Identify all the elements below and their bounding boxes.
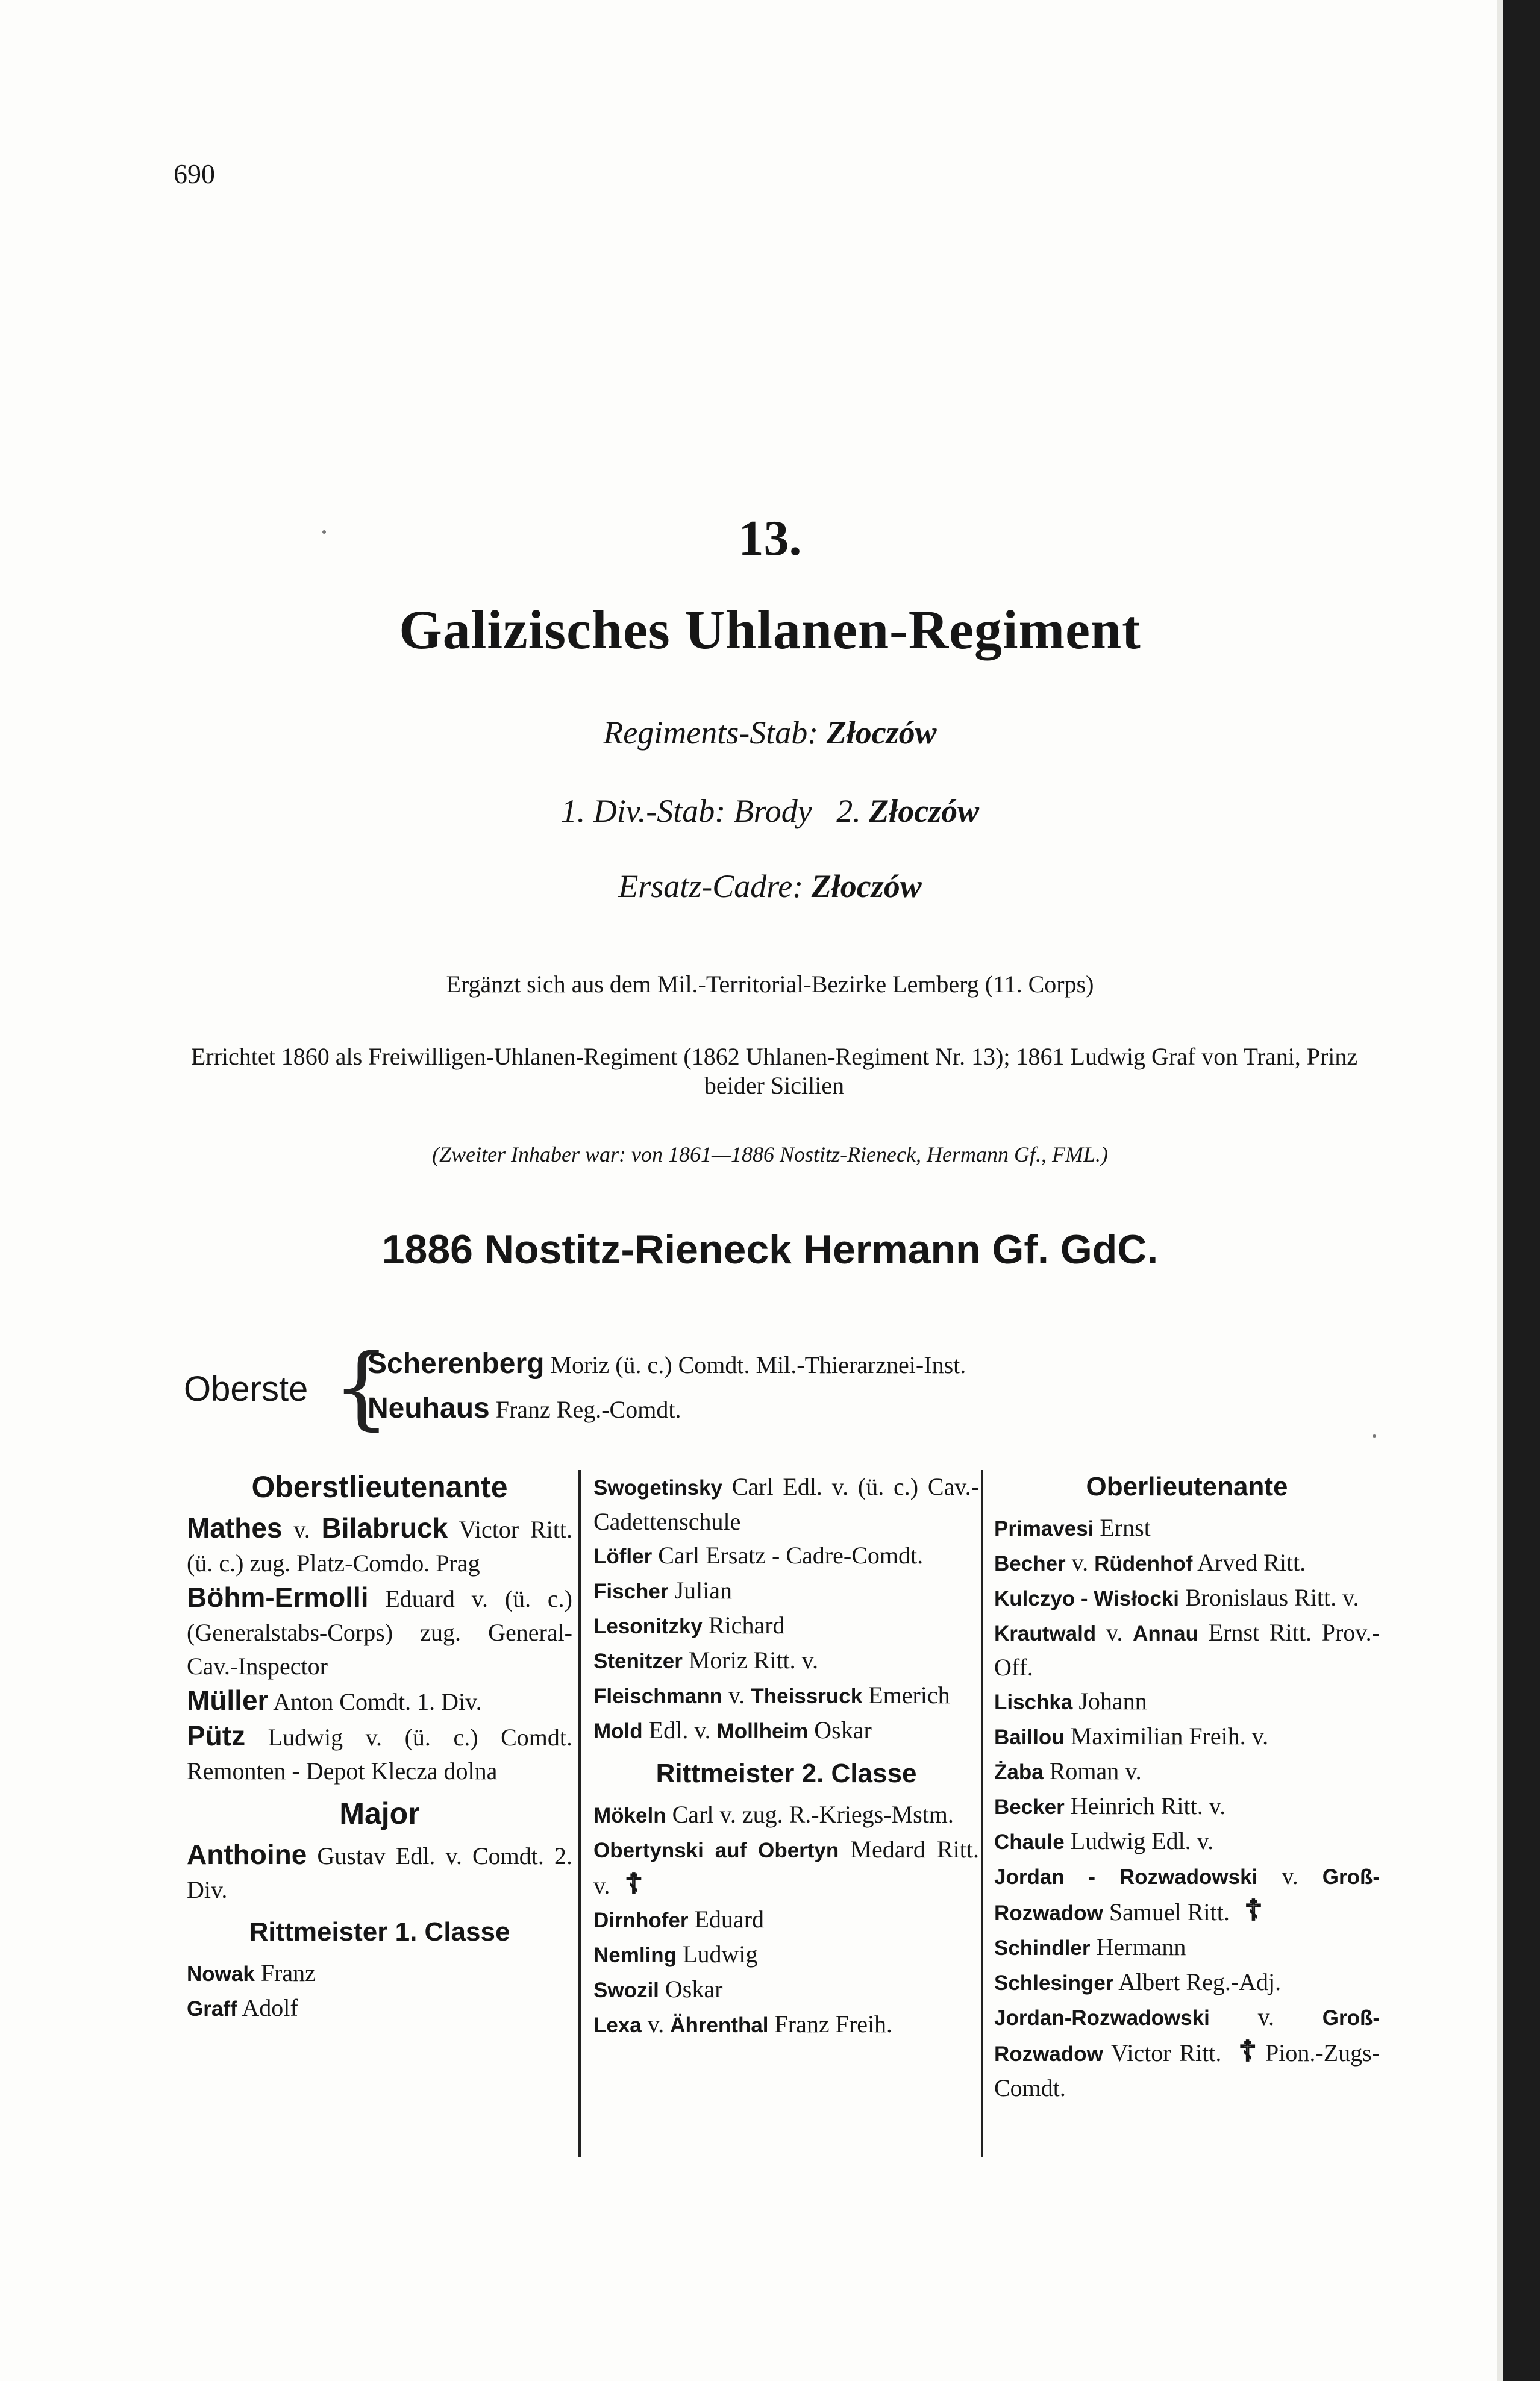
officer-name-2: Annau xyxy=(1133,1622,1198,1645)
officer-details: Franz xyxy=(260,1959,316,1986)
list-item xyxy=(187,1991,572,2026)
scan-speck xyxy=(1373,1434,1376,1438)
column-divider xyxy=(578,1470,581,2157)
officer-mid: v. xyxy=(1282,1862,1298,1889)
officer-name: Mold xyxy=(593,1719,643,1743)
list-item xyxy=(994,1859,1380,1930)
div-stab-label: 1. Div.-Stab: xyxy=(560,793,726,829)
column-1 xyxy=(187,1470,572,2026)
div-stab-2: Złoczów xyxy=(869,793,980,829)
officer-name: Jordan - Rozwadowski xyxy=(994,1865,1258,1889)
officer-name: Fischer xyxy=(593,1580,669,1603)
zweiter-inhaber: (Zweiter Inhaber war: von 1861—1886 Nostitz-Rieneck, Hermann Gf., FML.) xyxy=(432,1142,1108,1166)
div-stab-2-num: 2. xyxy=(836,793,861,829)
list-item xyxy=(593,1833,979,1903)
officer-details: Oskar xyxy=(665,1976,723,2003)
list-item xyxy=(593,1574,979,1609)
list-item xyxy=(994,1719,1380,1754)
officer-details: Medard Ritt. v. xyxy=(593,1836,979,1899)
list-item xyxy=(187,1683,572,1719)
officer-name: Obertynski auf Obertyn xyxy=(593,1839,839,1862)
officer-details: Oskar xyxy=(814,1716,872,1744)
officer-details: Roman v. xyxy=(1049,1757,1142,1785)
list-item xyxy=(593,1903,979,1938)
officer-name: Schlesinger xyxy=(994,1971,1114,1995)
list-item xyxy=(593,2007,979,2042)
officer-details: Julian xyxy=(674,1577,733,1604)
officer-name: Nemling xyxy=(593,1944,677,1967)
list-item xyxy=(994,1754,1380,1789)
stab-label: Regiments-Stab: xyxy=(603,715,819,751)
list-item xyxy=(994,2000,1380,2105)
officer-mid: v. xyxy=(1106,1619,1123,1646)
officer-details: Ludwig v. (ü. c.) Comdt. Remonten - Depot Klecza dolna xyxy=(187,1724,573,1785)
officer-details: Emerich xyxy=(868,1682,950,1709)
heading-rittmeister-1: Rittmeister 1. Classe xyxy=(249,1917,510,1947)
officer-name: Mathes xyxy=(187,1512,283,1544)
officer-name-2: Groß-Rozwadow xyxy=(994,2006,1380,2066)
list-item xyxy=(187,1956,572,1991)
officer-details: Ernst xyxy=(1100,1514,1151,1541)
officer-details: Gustav Edl. v. Comdt. 2. Div. xyxy=(187,1842,572,1903)
officer-details: Anton Comdt. 1. Div. xyxy=(273,1688,482,1715)
book-spine xyxy=(1503,0,1540,2381)
cross-icon: ☦ xyxy=(1244,1895,1263,1927)
officer-details: Ludwig xyxy=(683,1941,758,1968)
regiment-title: Galizisches Uhlanen-Regiment xyxy=(399,599,1141,660)
officer-details: Moriz Ritt. v. xyxy=(688,1647,818,1674)
list-item xyxy=(593,1938,979,1973)
officer-name: Lesonitzky xyxy=(593,1615,703,1638)
officer-name: Dirnhofer xyxy=(593,1909,689,1932)
list-item xyxy=(593,1609,979,1644)
list-item xyxy=(994,1616,1380,1685)
oberst-name: Neuhaus xyxy=(368,1392,490,1424)
officer-name: Baillou xyxy=(994,1726,1065,1749)
officer-name: Pütz xyxy=(187,1720,246,1751)
heading-oberlieutenante: Oberlieutenante xyxy=(1086,1472,1288,1501)
oberst-rest: Franz Reg.-Comdt. xyxy=(495,1396,681,1423)
officer-details: Ernst Ritt. Prov.-Off. xyxy=(994,1619,1380,1681)
officer-name-2: Rüdenhof xyxy=(1094,1552,1193,1575)
officer-details: Victor Ritt. xyxy=(1110,2039,1222,2067)
officer-details: Albert Reg.-Adj. xyxy=(1118,1968,1282,1995)
officer-name: Żaba xyxy=(994,1760,1044,1784)
heading-major: Major xyxy=(339,1797,420,1830)
officer-details: Arved Ritt. xyxy=(1197,1549,1306,1576)
oberste-label: Oberste xyxy=(184,1369,308,1409)
oberst-name: Scherenberg xyxy=(368,1348,545,1380)
officer-name: Böhm-Ermolli xyxy=(187,1582,369,1613)
column-3 xyxy=(994,1470,1380,2105)
list-item xyxy=(593,1679,979,1713)
list-item xyxy=(994,1511,1380,1546)
list-item xyxy=(994,1685,1380,1719)
officer-details: Carl Edl. v. (ü. c.) Cav.-Cadettenschule xyxy=(593,1473,979,1535)
div-stab-1: Brody xyxy=(733,793,812,829)
oberst-entry xyxy=(368,1347,966,1380)
officer-name: Becher xyxy=(994,1552,1066,1575)
officer-name: Primavesi xyxy=(994,1517,1094,1541)
officer-mid: v. xyxy=(293,1516,310,1543)
officer-name: Anthoine xyxy=(187,1839,307,1870)
list-item xyxy=(593,1713,979,1748)
ersatz-label: Ersatz-Cadre: xyxy=(618,868,804,904)
list-item xyxy=(994,1581,1380,1616)
list-item xyxy=(593,1973,979,2007)
officer-name: Chaule xyxy=(994,1830,1065,1854)
officer-mid: v. xyxy=(1071,1549,1089,1576)
officer-details: Adolf xyxy=(242,1994,298,2021)
ersatz-cadre xyxy=(0,868,1540,905)
officer-name: Stenitzer xyxy=(593,1650,683,1673)
officer-name: Schindler xyxy=(994,1936,1091,1960)
heading-oberstlieutenante: Oberstlieutenante xyxy=(251,1470,508,1504)
errichtet-text: Errichtet 1860 als Freiwilligen-Uhlanen-Regiment (1862 Uhlanen-Regiment Nr. 13); 1861 Ludwig Graf von Trani, Prinz beider Sicilien xyxy=(190,1043,1358,1099)
list-item xyxy=(994,1930,1380,1965)
officer-name: Graff xyxy=(187,1997,237,2021)
list-item xyxy=(593,1539,979,1574)
column-divider xyxy=(981,1470,983,2157)
officer-name: Mökeln xyxy=(593,1804,666,1827)
cross-icon: ☦ xyxy=(624,1868,643,1900)
officer-mid: v. xyxy=(647,2010,665,2038)
list-item xyxy=(593,1470,979,1539)
officer-name: Kulczyo - Wisłocki xyxy=(994,1587,1179,1610)
spine-edge xyxy=(1497,0,1503,2381)
officer-name: Fleischmann xyxy=(593,1685,722,1708)
officer-mid: v. xyxy=(1257,2003,1274,2030)
officer-name-2: Bilabruck xyxy=(321,1512,448,1544)
officer-mid: v. xyxy=(728,1682,745,1709)
regiment-number: 13. xyxy=(738,510,802,566)
erganzt-line: Ergänzt sich aus dem Mil.-Territorial-Bezirke Lemberg (11. Corps) xyxy=(446,971,1094,998)
officer-details: Victor Ritt. (ü. c.) zug. Platz-Comdo. Prag xyxy=(187,1516,572,1577)
division-stab xyxy=(0,792,1540,830)
page-number: 690 xyxy=(174,158,215,189)
officer-details: Eduard xyxy=(694,1906,765,1933)
column-2 xyxy=(593,1470,979,2042)
officer-details: Franz Freih. xyxy=(774,2010,893,2038)
list-item xyxy=(187,1511,572,1580)
officer-name: Lischka xyxy=(994,1691,1073,1714)
oberst-entry xyxy=(368,1392,681,1425)
officer-details: Samuel Ritt. xyxy=(1109,1898,1230,1926)
officer-details: Eduard v. (ü. c.) (Generalstabs-Corps) zug. General-Cav.-Inspector xyxy=(187,1585,572,1680)
officer-details: Hermann xyxy=(1096,1933,1186,1960)
list-item xyxy=(994,1824,1380,1859)
officer-name: Nowak xyxy=(187,1962,255,1986)
officer-name: Swozil xyxy=(593,1979,659,2002)
officer-details: Maximilian Freih. v. xyxy=(1070,1722,1269,1750)
oberst-rest: Moriz (ü. c.) Comdt. Mil.-Thierarznei-Inst. xyxy=(550,1351,966,1378)
list-item xyxy=(994,1789,1380,1824)
officer-name-2: Groß-Rozwadow xyxy=(994,1865,1380,1925)
oberste-brace: { xyxy=(333,1335,390,1440)
list-item xyxy=(187,1719,572,1788)
officer-name: Becker xyxy=(994,1795,1065,1819)
officer-details: Carl Ersatz - Cadre-Comdt. xyxy=(658,1542,924,1569)
list-item xyxy=(994,1546,1380,1581)
list-item xyxy=(187,1580,572,1683)
officer-name: Krautwald xyxy=(994,1622,1097,1645)
heading-rittmeister-2: Rittmeister 2. Classe xyxy=(656,1759,917,1788)
list-item xyxy=(187,1838,572,1907)
officer-details: Johann xyxy=(1078,1688,1147,1715)
stab-place: Złoczów xyxy=(826,715,937,751)
officer-name: Swogetinsky xyxy=(593,1476,722,1500)
officer-details: Carl v. zug. R.-Kriegs-Mstm. xyxy=(672,1801,954,1828)
list-item xyxy=(593,1644,979,1679)
cross-icon: ☦ xyxy=(1238,2036,1257,2068)
officer-name-2: Ährenthal xyxy=(670,2013,769,2037)
officer-name: Müller xyxy=(187,1685,269,1716)
inhaber-line: 1886 Nostitz-Rieneck Hermann Gf. GdC. xyxy=(381,1227,1159,1272)
scan-speck xyxy=(322,530,326,534)
officer-details: Richard xyxy=(708,1612,785,1639)
officer-details: Bronislaus Ritt. v. xyxy=(1185,1584,1359,1611)
officer-name: Löfler xyxy=(593,1545,653,1568)
officer-name-2: Mollheim xyxy=(716,1719,809,1743)
officer-details: Heinrich Ritt. v. xyxy=(1070,1792,1226,1819)
regiments-stab xyxy=(0,714,1540,751)
list-item xyxy=(593,1798,979,1833)
officer-name-2: Theissruck xyxy=(751,1685,863,1708)
officer-details: Ludwig Edl. v. xyxy=(1070,1827,1214,1854)
list-item xyxy=(994,1965,1380,2000)
officer-name: Lexa xyxy=(593,2013,642,2037)
officer-name: Jordan-Rozwadowski xyxy=(994,2006,1210,2030)
ersatz-place: Złoczów xyxy=(811,868,922,904)
officer-mid: Edl. v. xyxy=(648,1716,711,1744)
officer-details-2: Pion.-Zugs-Comdt. xyxy=(994,2039,1380,2101)
